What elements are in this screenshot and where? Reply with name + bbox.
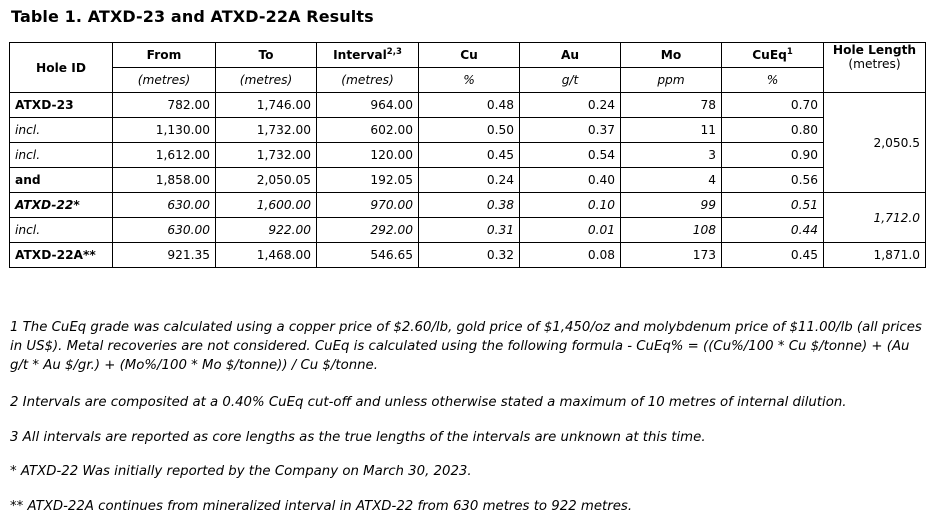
cu-cell: 0.32 (419, 243, 520, 268)
from-cell: 630.00 (113, 193, 216, 218)
to-cell: 1,468.00 (216, 243, 317, 268)
cu-cell: 0.48 (419, 93, 520, 118)
unit-au: g/t (520, 68, 621, 93)
hole-id-cell: ATXD-22A** (10, 243, 113, 268)
au-cell: 0.40 (520, 168, 621, 193)
footnote-1: 1 The CuEq grade was calculated using a copper price of $2.60/lb, gold price of $1,450/oz and molybdenum price of $11.00/lb (all prices in US$). Metal recoveries are not considered. CuEq is calculated using the following formula - CuEq% = ((Cu%/100 * Cu $/tonne) + (Au g/t * Au $/gr.) + (Mo%/100 * Mo $/tonne)) / Cu $/tonne. (10, 320, 922, 373)
from-cell: 1,130.00 (113, 118, 216, 143)
results-table (9, 42, 926, 268)
hole-length-cell-atxd-22a: 1,871.0 (824, 243, 926, 268)
cueq-footnote-ref: 1 (786, 47, 793, 57)
to-cell: 1,600.00 (216, 193, 317, 218)
from-cell: 921.35 (113, 243, 216, 268)
from-cell: 1,612.00 (113, 143, 216, 168)
from-cell: 782.00 (113, 93, 216, 118)
cueq-cell: 0.56 (722, 168, 824, 193)
from-cell: 1,858.00 (113, 168, 216, 193)
au-cell: 0.08 (520, 243, 621, 268)
to-cell: 1,732.00 (216, 143, 317, 168)
hole-id-cell: ATXD-23 (10, 93, 113, 118)
hole-length-cell-atxd-22: 1,712.0 (824, 193, 926, 243)
hole-id-cell: and (10, 168, 113, 193)
au-cell: 0.01 (520, 218, 621, 243)
table-row (10, 168, 926, 193)
table-row (10, 118, 926, 143)
unit-from: (metres) (113, 68, 216, 93)
cu-cell: 0.38 (419, 193, 520, 218)
col-header-mo: Mo (621, 43, 722, 68)
to-cell: 922.00 (216, 218, 317, 243)
unit-cueq: % (722, 68, 824, 93)
hole-id-cell: incl. (10, 143, 113, 168)
hole-length-unit: (metres) (848, 57, 901, 71)
interval-footnote-ref: 2,3 (386, 47, 402, 57)
footnote-3: 3 All intervals are reported as core lengths as the true lengths of the intervals are unknown at this time. (10, 430, 706, 445)
footnote-asterisk: * ATXD-22 Was initially reported by the Company on March 30, 2023. (10, 464, 472, 479)
table-row (10, 193, 926, 218)
mo-cell: 108 (621, 218, 722, 243)
interval-cell: 602.00 (317, 118, 419, 143)
to-cell: 1,732.00 (216, 118, 317, 143)
interval-cell: 964.00 (317, 93, 419, 118)
mo-cell: 3 (621, 143, 722, 168)
cueq-cell: 0.80 (722, 118, 824, 143)
cueq-cell: 0.45 (722, 243, 824, 268)
hole-id-cell: ATXD-22* (10, 193, 113, 218)
interval-label: Interval (333, 48, 387, 62)
cu-cell: 0.24 (419, 168, 520, 193)
hole-id-cell: incl. (10, 118, 113, 143)
unit-cu: % (419, 68, 520, 93)
col-header-interval (317, 43, 419, 68)
table-row (10, 243, 926, 268)
from-cell: 630.00 (113, 218, 216, 243)
col-header-to: To (216, 43, 317, 68)
mo-cell: 11 (621, 118, 722, 143)
header-row (10, 43, 926, 68)
unit-row (10, 68, 926, 93)
cu-cell: 0.31 (419, 218, 520, 243)
au-cell: 0.54 (520, 143, 621, 168)
hole-length-label: Hole Length (832, 43, 917, 57)
cueq-label: CuEq (752, 48, 787, 62)
cueq-cell: 0.90 (722, 143, 824, 168)
cueq-cell: 0.51 (722, 193, 824, 218)
footnote-2: 2 Intervals are composited at a 0.40% CuEq cut-off and unless otherwise stated a maximum of 10 metres of internal dilution. (10, 395, 847, 410)
unit-interval: (metres) (317, 68, 419, 93)
mo-cell: 4 (621, 168, 722, 193)
au-cell: 0.10 (520, 193, 621, 218)
cu-cell: 0.45 (419, 143, 520, 168)
cueq-cell: 0.70 (722, 93, 824, 118)
mo-cell: 173 (621, 243, 722, 268)
au-cell: 0.37 (520, 118, 621, 143)
mo-cell: 78 (621, 93, 722, 118)
col-header-cu: Cu (419, 43, 520, 68)
unit-mo: ppm (621, 68, 722, 93)
col-header-au: Au (520, 43, 621, 68)
col-header-from: From (113, 43, 216, 68)
interval-cell: 192.05 (317, 168, 419, 193)
hole-length-cell-atxd-23: 2,050.5 (824, 93, 926, 193)
col-header-hole-id: Hole ID (10, 43, 113, 93)
au-cell: 0.24 (520, 93, 621, 118)
cueq-cell: 0.44 (722, 218, 824, 243)
table-row (10, 143, 926, 168)
interval-cell: 970.00 (317, 193, 419, 218)
unit-to: (metres) (216, 68, 317, 93)
table-row (10, 93, 926, 118)
footnote-double-asterisk: ** ATXD-22A continues from mineralized interval in ATXD-22 from 630 metres to 922 metres. (10, 499, 633, 514)
to-cell: 2,050.05 (216, 168, 317, 193)
to-cell: 1,746.00 (216, 93, 317, 118)
hole-id-cell: incl. (10, 218, 113, 243)
interval-cell: 546.65 (317, 243, 419, 268)
cu-cell: 0.50 (419, 118, 520, 143)
mo-cell: 99 (621, 193, 722, 218)
interval-cell: 120.00 (317, 143, 419, 168)
table-title: Table 1. ATXD-23 and ATXD-22A Results (11, 7, 374, 26)
table-row (10, 218, 926, 243)
col-header-hole-length (824, 43, 926, 93)
interval-cell: 292.00 (317, 218, 419, 243)
col-header-cueq (722, 43, 824, 68)
